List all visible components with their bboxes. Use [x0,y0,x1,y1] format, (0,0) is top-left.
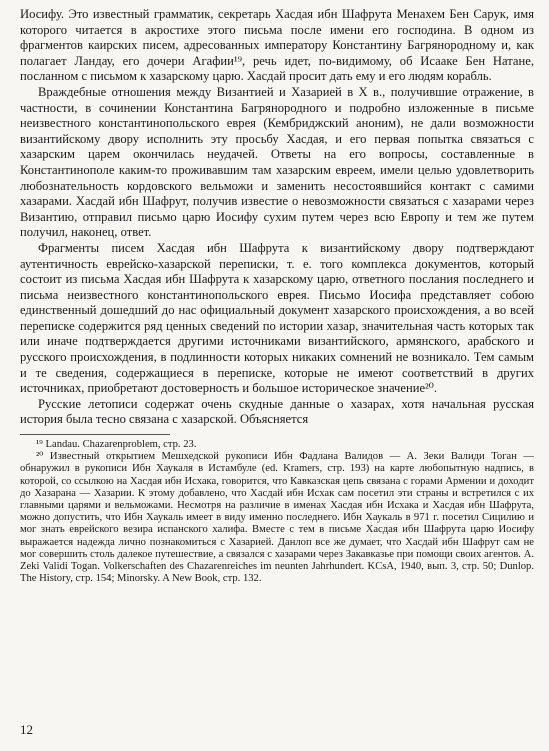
page-body [20,7,534,585]
footnote-19: ¹⁹ Landau. Chazarenproblem, стр. 23. [36,439,197,451]
page-number: 12 [20,722,33,737]
paragraph-4: Русские летописи содержат очень скудные данные о хазарах, хотя начальная русская история была тесно связана с хазарской. Объясняется [20,396,534,427]
footnote-divider [20,434,170,435]
footnotes [20,439,534,585]
paragraph-3: Фрагменты писем Хасдая ибн Шафрута к византийскому двору подтверждают аутентичность еврейско-хазарской переписки, т. е. того комплекса документов, который состоит из письма Хасдая ибн Шафрута к хазарскому царю, ответного послания последнего и письма неизвестного константинопольского еврея. Письмо Иосифа представляет собою единственный дошедший до нас официальный документ хазарского происхождения, а во всей переписке содержится ряд ценных сведений по истории хазар, значительная часть которых так или иначе подтверждается другими источниками византийского, армянского, арабского и русского происхождения, в подлинности которых никаких сомнений не возникало. Тем самым и те сведения, содержащиеся в переписке, которые не имеют соответствий в других источниках, приобретают достоверность и большое историческое значение²⁰. [20,240,534,396]
footnote-20: ²⁰ Известный открытием Мешхедской рукописи Ибн Фадлана Валидов — А. Зеки Валиди Тоган — обнаружил в рукописи Ибн Хаукаля в Истамбуле (ed. Kramers, стр. 193) на карте любопытную надпись, в которой, со ссылкою на Хасдая ибн Исхака, говорится, что Кавказская цепь связана с горами Армении и доходит до Хазарана — Хазарии. К этому добавлено, что Хасдай ибн Исхак сам посетил эти страны и встретился с их главными царями и вельможами. Несмотря на различие в именах Хасдая ибн Исхака и Хасдая ибн Шафрута, можно допустить, что Ибн Хаукаль имеет в виду именно последнего. Ибн Хаукаль в 971 г. посетил Сицилию и мог знать еврейского везира испанского халифа. Вместе с тем в письме Хасдая ибн Шафрута царю Иосифу выражается надежда лично познакомиться с Хазарией. Данлоп все же думает, что Хасдай ибн Шафрут сам не мог совершить столь далекое путешествие, а связался с хазарами через Закавказье при помощи своих агентов. A. Zeki Validi Togan. Volkerschaften des Chazarenreiches im neunten Jahrhundert. KCsA, 1940, вып. 3, стр. 50; Dunlop. The History, стр. 154; Minorsky. A New Book, стр. 132. [20,451,534,585]
paragraph-1: Иосифу. Это известный грамматик, секретарь Хасдая ибн Шафрута Менахем Бен Сарук, имя которого читается в акростихе этого письма после имени его господина. В одном из фрагментов каирских писем, адресованных императору Константину Багрянородному и, как полагает Ландау, его дочери Агафии¹⁹, речь идет, по-видимому, об Исааке Бен Натане, посланном с письмом к хазарскому царю. Хасдай просит дать ему и его людям корабль. [20,7,534,84]
paragraph-2: Враждебные отношения между Византией и Хазарией в X в., получившие отражение, в частности, в сочинении Константина Багрянородного и подробно изложенные в письме неизвестного константинопольского еврея (Кембриджский аноним), не дали возможности византийскому двору исполнить эту просьбу Хасдая, и его первая попытка связаться с хазарским царем окончилась неудачей. Ответы на его вопросы, составленные в Константинополе каким-то проживавшим там хазарским евреем, имели целью удовлетворить любознательность кордовского вельможи и заменить несостоявшийся контакт с самими хазарами. Хасдай ибн Шафрут, получив известие о невозможности связаться с хазарами через Византию, отправил письмо царю Иосифу сухим путем через всю Европу и тем же путем получил, наконец, ответ. [20,84,534,240]
